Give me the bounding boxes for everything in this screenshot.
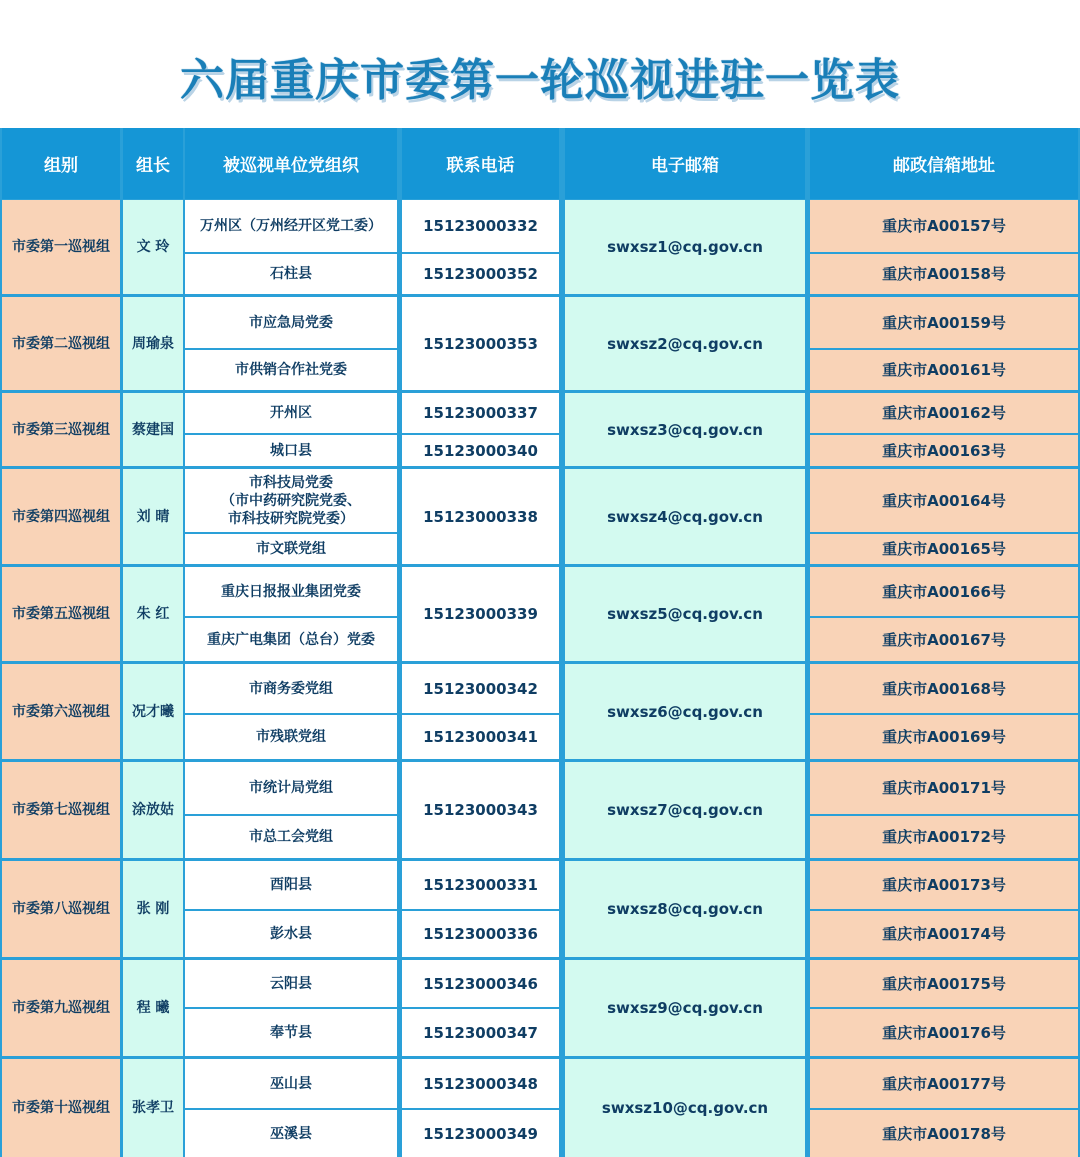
- mailbox-address: 重庆市A00169号: [810, 715, 1078, 759]
- unit-name: 石柱县: [185, 254, 397, 294]
- unit-name: 市总工会党组: [185, 816, 397, 858]
- mailbox-address: 重庆市A00158号: [810, 254, 1078, 294]
- email-address: swxsz2@cq.gov.cn: [565, 297, 805, 390]
- mailbox-address: 重庆市A00168号: [810, 664, 1078, 713]
- email-address: swxsz5@cq.gov.cn: [565, 567, 805, 661]
- group-leader: 刘 晴: [123, 469, 183, 564]
- header-unit: 被巡视单位党组织: [185, 128, 397, 199]
- phone-number: 15123000340: [402, 435, 559, 466]
- mailbox-address: 重庆市A00157号: [810, 200, 1078, 252]
- unit-name: 酉阳县: [185, 861, 397, 909]
- phone-number: 15123000353: [402, 297, 559, 390]
- group-name: 市委第九巡视组: [2, 960, 120, 1056]
- mailbox-address: 重庆市A00166号: [810, 567, 1078, 616]
- phone-number: 15123000343: [402, 762, 559, 858]
- phone-number: 15123000336: [402, 911, 559, 957]
- page-title: 六届重庆市委第一轮巡视进驻一览表: [180, 55, 900, 106]
- group-name: 市委第十巡视组: [2, 1059, 120, 1157]
- mailbox-address: 重庆市A00167号: [810, 618, 1078, 661]
- group-name: 市委第二巡视组: [2, 297, 120, 390]
- email-address: swxsz3@cq.gov.cn: [565, 393, 805, 466]
- group-leader: 文 玲: [123, 200, 183, 294]
- header-group: 组别: [2, 128, 120, 199]
- email-address: swxsz8@cq.gov.cn: [565, 861, 805, 957]
- unit-name: 市供销合作社党委: [185, 350, 397, 390]
- phone-number: 15123000337: [402, 393, 559, 433]
- group-name: 市委第五巡视组: [2, 567, 120, 661]
- header-phone: 联系电话: [402, 128, 559, 199]
- group-leader: 朱 红: [123, 567, 183, 661]
- mailbox-address: 重庆市A00171号: [810, 762, 1078, 814]
- phone-number: 15123000341: [402, 715, 559, 759]
- email-address: swxsz6@cq.gov.cn: [565, 664, 805, 759]
- mailbox-address: 重庆市A00178号: [810, 1110, 1078, 1157]
- mailbox-address: 重庆市A00174号: [810, 911, 1078, 957]
- unit-name: 巫溪县: [185, 1110, 397, 1157]
- mailbox-address: 重庆市A00163号: [810, 435, 1078, 466]
- header-email: 电子邮箱: [565, 128, 805, 199]
- group-leader: 张孝卫: [123, 1059, 183, 1157]
- phone-number: 15123000346: [402, 960, 559, 1007]
- phone-number: 15123000338: [402, 469, 559, 564]
- email-address: swxsz4@cq.gov.cn: [565, 469, 805, 564]
- unit-name: 重庆日报报业集团党委: [185, 567, 397, 616]
- group-name: 市委第七巡视组: [2, 762, 120, 858]
- unit-name: 重庆广电集团（总台）党委: [185, 618, 397, 661]
- group-name: 市委第三巡视组: [2, 393, 120, 466]
- mailbox-address: 重庆市A00165号: [810, 534, 1078, 564]
- unit-name: 市文联党组: [185, 534, 397, 564]
- mailbox-address: 重庆市A00172号: [810, 816, 1078, 858]
- unit-name: 巫山县: [185, 1059, 397, 1108]
- phone-number: 15123000352: [402, 254, 559, 294]
- email-address: swxsz10@cq.gov.cn: [565, 1059, 805, 1157]
- unit-name: 万州区（万州经开区党工委）: [185, 200, 397, 252]
- phone-number: 15123000347: [402, 1009, 559, 1056]
- email-address: swxsz9@cq.gov.cn: [565, 960, 805, 1056]
- mailbox-address: 重庆市A00161号: [810, 350, 1078, 390]
- unit-name: 市商务委党组: [185, 664, 397, 713]
- mailbox-address: 重庆市A00164号: [810, 469, 1078, 532]
- unit-name: 市科技局党委 （市中药研究院党委、 市科技研究院党委）: [185, 469, 397, 532]
- email-address: swxsz7@cq.gov.cn: [565, 762, 805, 858]
- group-leader: 张 刚: [123, 861, 183, 957]
- header-leader: 组长: [123, 128, 183, 199]
- group-leader: 况才曦: [123, 664, 183, 759]
- group-leader: 蔡建国: [123, 393, 183, 466]
- unit-name: 市应急局党委: [185, 297, 397, 348]
- unit-name: 云阳县: [185, 960, 397, 1007]
- inspection-table: [0, 128, 1080, 1157]
- unit-name: 市统计局党组: [185, 762, 397, 814]
- mailbox-address: 重庆市A00162号: [810, 393, 1078, 433]
- group-leader: 周瑜泉: [123, 297, 183, 390]
- email-address: swxsz1@cq.gov.cn: [565, 200, 805, 294]
- phone-number: 15123000339: [402, 567, 559, 661]
- phone-number: 15123000348: [402, 1059, 559, 1108]
- phone-number: 15123000342: [402, 664, 559, 713]
- group-leader: 程 曦: [123, 960, 183, 1056]
- mailbox-address: 重庆市A00173号: [810, 861, 1078, 909]
- phone-number: 15123000331: [402, 861, 559, 909]
- group-name: 市委第六巡视组: [2, 664, 120, 759]
- group-name: 市委第一巡视组: [2, 200, 120, 294]
- phone-number: 15123000349: [402, 1110, 559, 1157]
- header-address: 邮政信箱地址: [810, 128, 1078, 199]
- unit-name: 彭水县: [185, 911, 397, 957]
- mailbox-address: 重庆市A00159号: [810, 297, 1078, 348]
- phone-number: 15123000332: [402, 200, 559, 252]
- unit-name: 开州区: [185, 393, 397, 433]
- group-leader: 涂放姑: [123, 762, 183, 858]
- mailbox-address: 重庆市A00175号: [810, 960, 1078, 1007]
- mailbox-address: 重庆市A00177号: [810, 1059, 1078, 1108]
- unit-name: 城口县: [185, 435, 397, 466]
- unit-name: 奉节县: [185, 1009, 397, 1056]
- group-name: 市委第四巡视组: [2, 469, 120, 564]
- mailbox-address: 重庆市A00176号: [810, 1009, 1078, 1056]
- group-name: 市委第八巡视组: [2, 861, 120, 957]
- unit-name: 市残联党组: [185, 715, 397, 759]
